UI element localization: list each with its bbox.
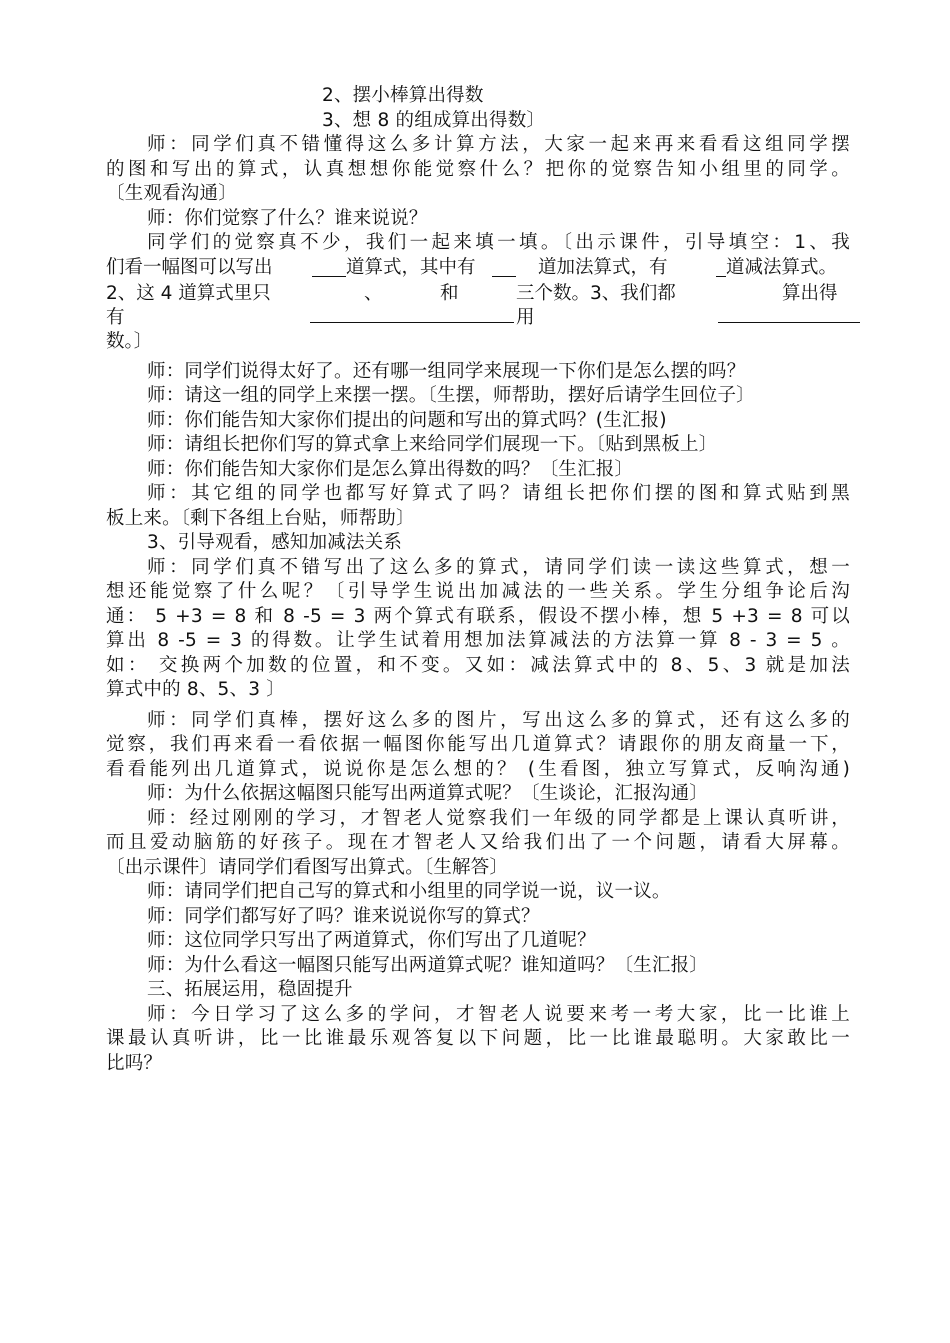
paragraph-line: 〔生观看沟通〕 — [106, 183, 237, 204]
paragraph-line: 师：请组长把你们写的算式拿上来给同学们展现一下。〔贴到黑板上〕 — [147, 434, 718, 455]
paragraph-line: 板上来。〔剩下各组上台贴，师帮助〕 — [106, 507, 415, 529]
fill-text: 道减法算式。 — [726, 256, 838, 278]
paragraph-line: 师：同学们真棒，摆好这么多的图片，写出这么多的算式，还有这么多的 — [147, 709, 850, 731]
paragraph-line: 觉察，我们再来看一看依据一幅图你能写出几道算式？请跟你的朋友商量一下， — [106, 734, 850, 755]
fill-text: 和 — [440, 282, 459, 304]
paragraph-line: 师：今日学习了这么多的学问，才智老人说要来考一考大家，比一比谁上 — [147, 1003, 850, 1025]
fill-blank-3 — [716, 276, 726, 277]
fill-blank-2 — [492, 276, 516, 277]
paragraph-line: 的图和写出的算式，认真想想你能觉察什么？把你的觉察告知小组里的同学。 — [106, 158, 850, 180]
fill-text: 道算式，其中有 — [346, 256, 476, 278]
paragraph-line: 算出 8 -5 = 3 的得数。让学生试着用想加法算减法的方法算一算 8 - 3 = 5 。 — [106, 630, 850, 651]
step-2: 2、摆小棒算出得数 — [322, 85, 484, 106]
paragraph-line: 师：同学们真不错懂得这么多计算方法，大家一起来再来看看这组同学摆 — [147, 134, 850, 155]
paragraph-line: 师：你们觉察了什么？谁来说说？ — [147, 207, 428, 229]
paragraph-line: 师：同学们真不错写出了这么多的算式，请同学们读一读这些算式，想一 — [147, 556, 850, 578]
paragraph-line: 师：这位同学只写出了两道算式，你们写出了几道呢？ — [147, 930, 596, 951]
paragraph-line: 师：请同学们把自己写的算式和小组里的同学说一说，议一议。 — [147, 881, 671, 902]
section-heading: 3、引导观看，感知加减法关系 — [147, 532, 403, 553]
paragraph-line: 而且爱动脑筋的好孩子。现在才智老人又给我们出了一个问题，请看大屏幕。 — [106, 832, 850, 853]
fill-text: 三个数。3、我们都 — [516, 282, 676, 304]
paragraph-line: 师：经过刚刚的学习，才智老人觉察我们一年级的同学都是上课认真听讲， — [147, 807, 850, 829]
paragraph-line: 师：为什么依据这幅图只能写出两道算式呢？〔生谈论，汇报沟通〕 — [147, 783, 709, 804]
fill-text: 有 — [106, 306, 125, 328]
paragraph-line: 通： 5 +3 = 8 和 8 -5 = 3 两个算式有联系，假设不摆小棒，想 5 +3 = 8 可以 — [106, 605, 850, 627]
document-page — [106, 84, 850, 1076]
section-heading: 三、拓展运用，稳固提升 — [147, 979, 353, 1000]
paragraph-line: 师：请这一组的同学上来摆一摆。〔生摆，师帮助，摆好后请学生回位子〕 — [147, 385, 755, 406]
fill-blank-5 — [718, 322, 860, 323]
paragraph-line: 师：其它组的同学也都写好算式了吗？请组长把你们摆的图和算式贴到黑 — [147, 483, 850, 504]
fill-in-row-2 — [106, 282, 850, 354]
paragraph-line: 师：你们能告知大家你们提出的问题和写出的算式吗？(生汇报) — [147, 409, 667, 431]
step-3: 3、想 8 的组成算出得数〕 — [322, 109, 546, 131]
fill-text: 2、这 4 道算式里只 — [106, 282, 271, 304]
paragraph-line: 师：同学们说得太好了。还有哪一组同学来展现一下你们是怎么摆的吗？ — [147, 360, 746, 382]
paragraph-line: 师：你们能告知大家你们是怎么算出得数的吗？〔生汇报〕 — [147, 458, 634, 480]
paragraph-line: 想还能觉察了什么呢？〔引导学生说出加减法的一些关系。学生分组争论后沟 — [106, 581, 850, 602]
paragraph-line: 比吗？ — [106, 1052, 163, 1074]
paragraph-line: 看看能列出几道算式，说说你是怎么想的？ (生看图，独立写算式，反响沟通) — [106, 758, 850, 780]
fill-text: 道加法算式，有 — [538, 256, 668, 278]
fill-text: 、 — [364, 282, 383, 304]
fill-text: 数。〕 — [106, 330, 153, 352]
fill-text: 用 — [516, 306, 535, 328]
fill-text: 们看一幅图可以写出 — [106, 256, 273, 278]
fill-blank-1 — [312, 276, 346, 277]
paragraph-line: 同学们的觉察真不少，我们一起来填一填。〔出示课件，引导填空：1、我 — [147, 232, 850, 253]
paragraph-line: 师：为什么看这一幅图只能写出两道算式呢？谁知道吗？〔生汇报〕 — [147, 954, 709, 976]
paragraph-line: 如： 交换两个加数的位置，和不变。又如：减法算式中的 8、5、3 就是加法 — [106, 654, 850, 676]
fill-text: 算出得 — [782, 282, 838, 304]
paragraph-line: 课最认真听讲，比一比谁最乐观答复以下问题，比一比谁最聪明。大家敢比一 — [106, 1028, 850, 1049]
fill-blank-4 — [310, 322, 514, 323]
paragraph-line: 〔出示课件〕请同学们看图写出算式。〔生解答〕 — [106, 856, 509, 878]
paragraph-line: 算式中的 8、5、3 〕 — [106, 679, 285, 700]
fill-in-row-1 — [106, 256, 850, 282]
paragraph-line: 师：同学们都写好了吗？谁来说说你写的算式？ — [147, 905, 540, 927]
